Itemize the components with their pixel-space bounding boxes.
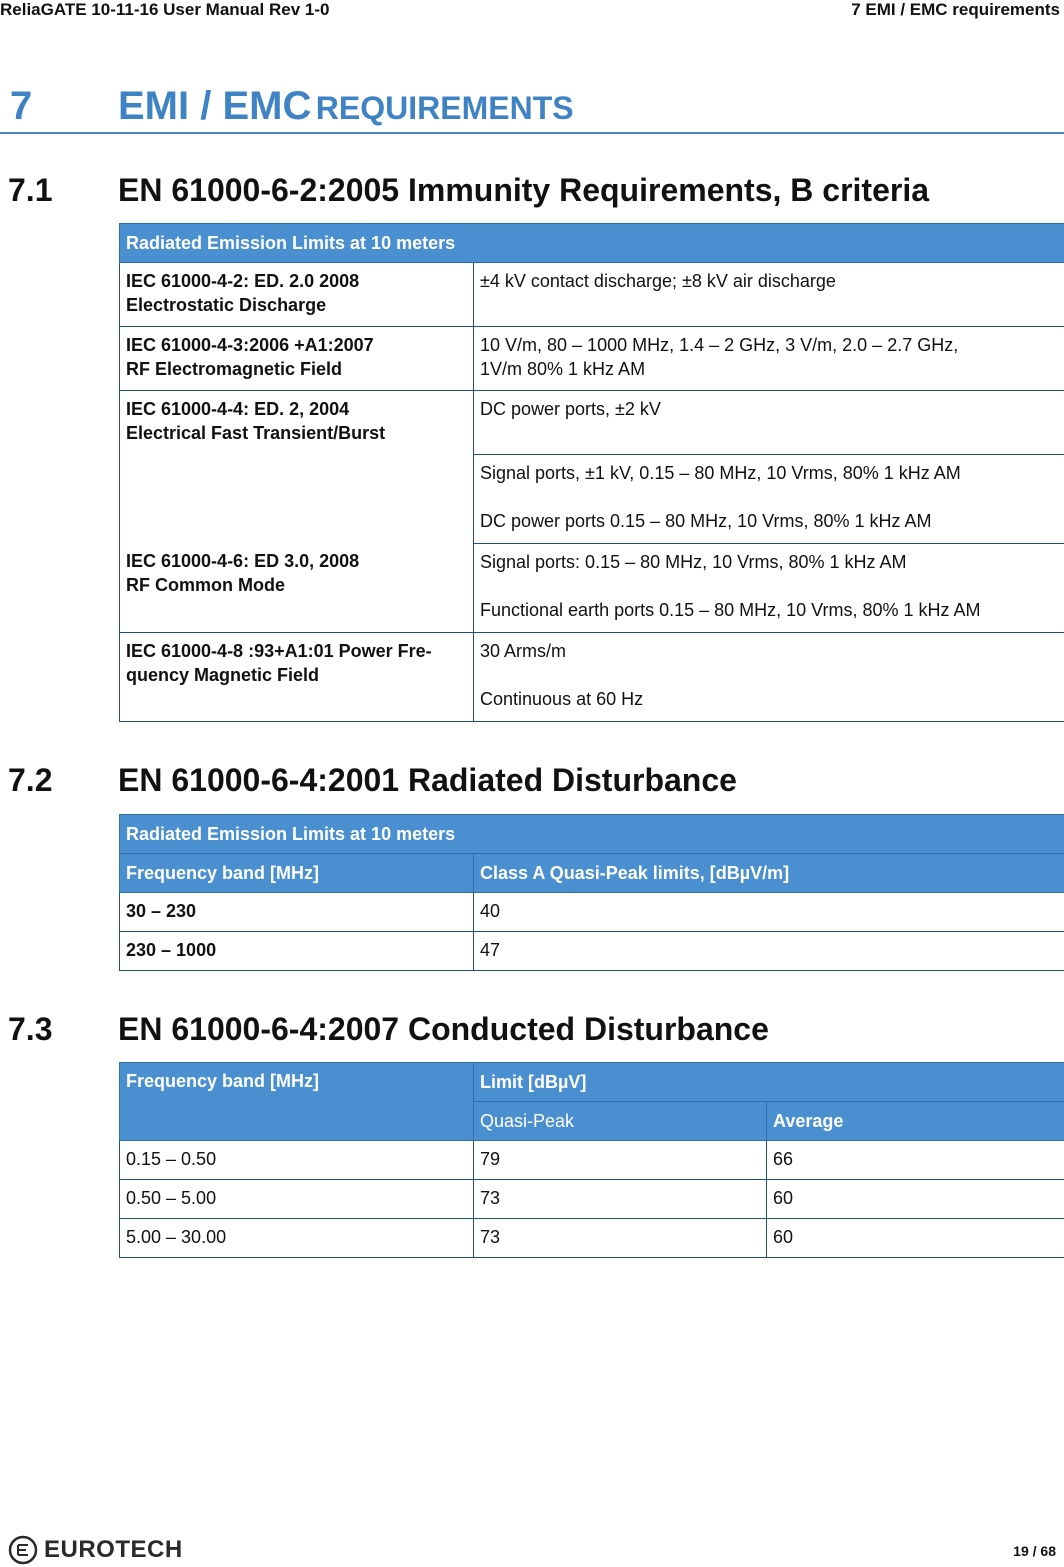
- quasi-peak-cell: 73: [474, 1180, 767, 1219]
- section-title: EN 61000-6-2:2005 Immunity Requirements, B criteria: [118, 172, 929, 208]
- eurotech-logo: [8, 1535, 183, 1565]
- value-cell: [474, 544, 1064, 633]
- average-cell: 60: [767, 1180, 1064, 1219]
- page-number: 19 / 68: [1013, 1543, 1056, 1559]
- quasi-peak-cell: 79: [474, 1141, 767, 1180]
- band-cell: 230 – 1000: [120, 932, 474, 971]
- standard-cell: [120, 263, 474, 327]
- value-line: Continuous at 60 Hz: [480, 689, 644, 709]
- conducted-disturbance-table: [119, 1062, 1064, 1258]
- table-row: [120, 1219, 1064, 1258]
- section-number: 7.1: [8, 172, 53, 208]
- value-line: 10 V/m, 80 – 1000 MHz, 1.4 – 2 GHz, 3 V/m, 2.0 – 2.7 GHz,: [480, 335, 959, 355]
- column-header: Class A Quasi-Peak limits, [dBµV/m]: [474, 854, 1064, 893]
- table-row: [120, 893, 1064, 932]
- table-row: [120, 391, 1064, 455]
- value-cell: [474, 391, 1064, 455]
- band-cell: 0.50 – 5.00: [120, 1180, 474, 1219]
- section-heading-7-3: [0, 1011, 1064, 1051]
- value-line: 30 Arms/m: [480, 641, 567, 661]
- value-line: DC power ports, ±2 kV: [480, 399, 661, 419]
- table-row: [120, 1141, 1064, 1180]
- section-heading-7-1: [0, 172, 1064, 212]
- column-header: Limit [dBµV]: [474, 1063, 1064, 1102]
- value-cell: [474, 455, 1064, 544]
- standard-cell: [120, 391, 474, 633]
- chapter-heading: [0, 84, 1064, 134]
- eurotech-logo-icon: [8, 1535, 38, 1565]
- table-header: Radiated Emission Limits at 10 meters: [120, 224, 1064, 263]
- chapter-number: 7: [10, 84, 33, 128]
- section-title: EN 61000-6-4:2007 Conducted Disturbance: [118, 1011, 769, 1047]
- chapter-title: [118, 84, 574, 129]
- quasi-peak-cell: 73: [474, 1219, 767, 1258]
- average-cell: 60: [767, 1219, 1064, 1258]
- standard-name: IEC 61000-4-4: ED. 2, 2004: [126, 399, 350, 419]
- value-line: Signal ports: 0.15 – 80 MHz, 10 Vrms, 80% 1 kHz AM: [480, 552, 907, 572]
- table-row: [120, 633, 1064, 722]
- value-line: Functional earth ports 0.15 – 80 MHz, 10 Vrms, 80% 1 kHz AM: [480, 600, 981, 620]
- value-line: ±4 kV contact discharge; ±8 kV air discharge: [480, 271, 836, 291]
- running-header: [0, 0, 1064, 24]
- value-line: Signal ports, ±1 kV, 0.15 – 80 MHz, 10 Vrms, 80% 1 kHz AM: [480, 463, 961, 483]
- band-cell: 30 – 230: [120, 893, 474, 932]
- average-cell: 66: [767, 1141, 1064, 1180]
- section-title: EN 61000-6-4:2001 Radiated Disturbance: [118, 762, 737, 798]
- sub-column-header: Quasi-Peak: [474, 1102, 767, 1141]
- table-row: [120, 1180, 1064, 1219]
- chapter-title-main: EMI / EMC: [118, 84, 312, 128]
- standard-cell: [120, 327, 474, 391]
- standard-desc: RF Electromagnetic Field: [126, 359, 343, 379]
- standard-name: IEC 61000-4-3:2006 +A1:2007: [126, 335, 374, 355]
- value-cell: [474, 327, 1064, 391]
- standard-block-rf-common-mode: [126, 549, 359, 597]
- sub-column-header: Average: [767, 1102, 1064, 1141]
- section-number: 7.3: [8, 1011, 53, 1047]
- value-cell: [474, 633, 1064, 722]
- value-line: 1V/m 80% 1 kHz AM: [480, 359, 646, 379]
- standard-cell: [120, 633, 474, 722]
- standard-desc: Electrical Fast Transient/Burst: [126, 423, 386, 443]
- section-number: 7.2: [8, 762, 53, 798]
- band-cell: 5.00 – 30.00: [120, 1219, 474, 1258]
- standard-desc: Electrostatic Discharge: [126, 295, 327, 315]
- standard-name: IEC 61000-4-6: ED 3.0, 2008: [126, 551, 360, 571]
- standard-name: IEC 61000-4-8 :93+A1:01 Power Fre-: [126, 641, 432, 661]
- band-cell: 0.15 – 0.50: [120, 1141, 474, 1180]
- limit-cell: 40: [474, 893, 1064, 932]
- header-chapter-title: 7 EMI / EMC requirements: [851, 0, 1060, 19]
- section-heading-7-2: [0, 762, 1064, 802]
- column-header: Frequency band [MHz]: [120, 1063, 474, 1141]
- radiated-disturbance-table: [119, 814, 1064, 971]
- column-header: Frequency band [MHz]: [120, 854, 474, 893]
- header-doc-title: ReliaGATE 10-11-16 User Manual Rev 1-0: [0, 0, 330, 19]
- standard-name: IEC 61000-4-2: ED. 2.0 2008: [126, 271, 360, 291]
- limit-cell: 47: [474, 932, 1064, 971]
- standard-desc: RF Common Mode: [126, 575, 285, 595]
- table-row: [120, 932, 1064, 971]
- value-line: DC power ports 0.15 – 80 MHz, 10 Vrms, 80% 1 kHz AM: [480, 511, 932, 531]
- standard-desc: quency Magnetic Field: [126, 665, 320, 685]
- eurotech-logo-text: EUROTECH: [44, 1536, 183, 1563]
- chapter-title-small: REQUIREMENTS: [315, 90, 574, 126]
- table-row: [120, 327, 1064, 391]
- value-cell: [474, 263, 1064, 327]
- table-header: Radiated Emission Limits at 10 meters: [120, 815, 1064, 854]
- immunity-table: [119, 223, 1064, 722]
- table-row: [120, 263, 1064, 327]
